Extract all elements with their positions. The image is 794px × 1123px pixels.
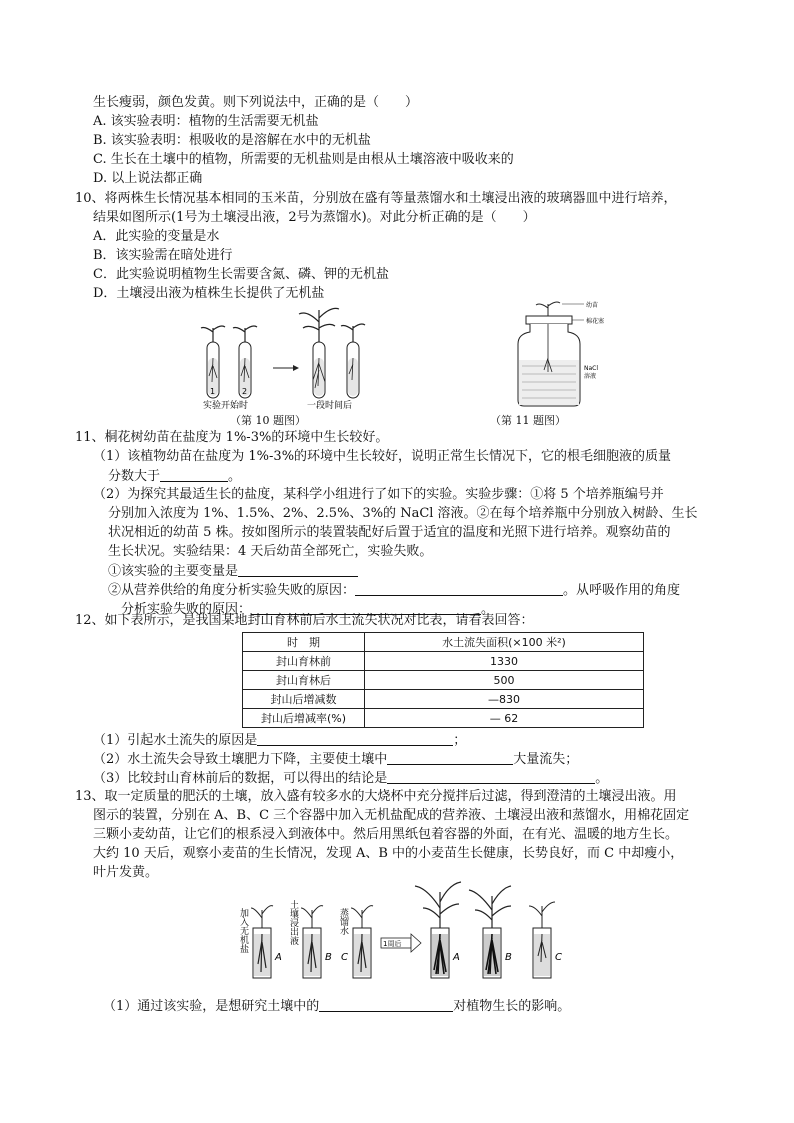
table-row: [243, 652, 644, 671]
container-c-after: [529, 902, 562, 978]
q12-stem: 12、如下表所示，是我国某地封山育林前后水土流失状况对比表，请看表回答：: [75, 613, 534, 628]
q11-sub1: ①该实验的主要变量是: [108, 562, 358, 581]
table-cell: 封山育林前: [243, 652, 365, 671]
answer-blank[interactable]: [257, 731, 453, 746]
table-cell: 封山后增减率(%): [243, 709, 365, 728]
q9-option-c: C. 生长在土壤中的植物，所需要的无机盐则是由根从土壤溶液中吸收来的: [93, 152, 514, 167]
table-cell: 1330: [365, 652, 644, 671]
q12-answer3: （3）比较封山育林前后的数据，可以得出的结论是 。: [93, 771, 609, 786]
svg-text:B: B: [325, 952, 332, 963]
q10-option-c: C．此实验说明植物生长需要含氮、磷、钾的无机盐: [93, 267, 389, 282]
q11-part2-line1: （2）为探究其最适生长的盐度，某科学小组进行了如下的实验。实验步骤：①将 5 个培养瓶编号并: [93, 487, 664, 502]
table-header-row: [243, 633, 644, 652]
fig13-label-c: 蒸馏水: [338, 908, 348, 935]
q10-option-b: B．该实验需在暗处进行: [93, 248, 233, 263]
fig10-start-label: 实验开始时: [203, 401, 249, 411]
fig13-label-a: 加入无机盐: [238, 908, 248, 953]
svg-text:2: 2: [242, 387, 248, 396]
fig11-label-solution: 溶液: [584, 373, 597, 380]
svg-text:C: C: [341, 952, 348, 963]
figure-11: [500, 298, 630, 410]
q11-part2-line3: 状况相近的幼苗 5 株。按如图所示的装置装配好后置于适宜的温度和光照下进行培养。观察幼苗的: [108, 525, 671, 540]
table-header: 时 期: [243, 633, 365, 652]
container-b-before: [301, 906, 332, 978]
q10-option-d: D．土壤浸出液为植株生长提供了无机盐: [93, 286, 325, 301]
q12-answer1: （1）引起水土流失的原因是 ；: [93, 733, 467, 748]
table-cell: 封山后增减数: [243, 690, 365, 709]
svg-text:1: 1: [210, 387, 216, 396]
fig11-label-cotton: 棉花塞: [586, 318, 605, 325]
tube-1-start: [201, 326, 225, 398]
fig11-caption: （第 11 题图）: [490, 414, 566, 427]
table-cell: — 62: [365, 709, 644, 728]
q9-option-d: D. 以上说法都正确: [93, 171, 203, 186]
container-a-before: [251, 906, 282, 978]
tube-2-start: [233, 326, 257, 398]
figure-13: [235, 878, 575, 984]
table-row: [243, 690, 644, 709]
svg-text:A: A: [275, 952, 282, 963]
q13-answer1: （1）通过该实验，是想研究土壤中的 对植物生长的影响。: [103, 999, 571, 1014]
fig10-caption: （第 10 题图）: [230, 414, 306, 427]
q10-stem-line1: 10、将两株生长情况基本相同的玉米苗，分别放在盛有等量蒸馏水和土壤浸出液的玻璃器皿中进行培养，: [75, 191, 677, 206]
q11-sub3: 分析实验失败的原因： 。: [121, 602, 495, 617]
q11-sub2: ②从营养供给的角度分析实验失败的原因： 。从呼吸作用的角度: [108, 583, 681, 598]
table-row: [243, 671, 644, 690]
fig11-label-seedling: 幼苗: [586, 302, 599, 309]
answer-blank[interactable]: [387, 750, 513, 765]
q12-answer2: （2）水土流失会导致土壤肥力下降，主要使土壤中 大量流失；: [93, 752, 579, 767]
q9-option-b: B. 该实验表明：根吸收的是溶解在水中的无机盐: [93, 133, 371, 148]
fig11-label-nacl: NaCl: [584, 365, 599, 372]
answer-blank[interactable]: [355, 581, 563, 596]
tube-2-after: [341, 324, 365, 398]
tube-1-after: [299, 308, 339, 398]
table-cell: 封山育林后: [243, 671, 365, 690]
q9-option-a: A. 该实验表明：植物的生活需要无机盐: [93, 114, 319, 129]
table-header: 水土流失面积(×100 米²): [365, 633, 644, 652]
answer-blank[interactable]: [160, 467, 228, 482]
answer-blank[interactable]: [319, 997, 453, 1012]
svg-text:1周后: 1周后: [383, 940, 402, 948]
q11-part2-line4: 生长状况。实验结果：4 天后幼苗全部死亡，实验失败。: [108, 544, 433, 559]
q11-part1-line1: （1）该植物幼苗在盐度为 1%-3%的环境中生长较好，说明正常生长情况下，它的根毛细胞液的质量: [93, 449, 672, 464]
q11-stem: 11、桐花树幼苗在盐度为 1%-3%的环境中生长较好。: [75, 430, 389, 445]
q10-option-a: A．此实验的变量是水: [93, 229, 220, 244]
q13-stem-line4: 大约 10 天后，观察小麦苗的生长情况，发现 A、B 中的小麦苗生长健康，长势良好，而 C 中却瘦小，: [93, 846, 684, 861]
svg-text:B: B: [505, 952, 512, 963]
erosion-table: [242, 632, 644, 728]
q10-stem-line2: 结果如图所示(1号为土壤浸出液，2号为蒸馏水)。对此分析正确的是（ ）: [93, 210, 536, 225]
table-cell: —830: [365, 690, 644, 709]
q9-line: 生长瘦弱，颜色发黄。则下列说法中，正确的是（ ）: [93, 95, 419, 110]
container-a-after: [415, 882, 461, 978]
container-b-after: [469, 886, 512, 978]
answer-blank[interactable]: [387, 769, 595, 784]
arrow-icon: [381, 934, 421, 952]
arrow-icon: [273, 365, 299, 371]
q13-stem-line1: 13、取一定质量的肥沃的土壤，放入盛有较多水的大烧杯中充分搅拌后过滤，得到澄清的土壤浸出液。用: [75, 789, 677, 804]
q13-stem-line3: 三颗小麦幼苗，让它们的根系浸入到液体中。然后用黑纸包着容器的外面，在有光、温暖的地方生长。: [93, 827, 679, 842]
table-row: [243, 709, 644, 728]
fig10-after-label: 一段时间后: [307, 401, 353, 411]
table-cell: 500: [365, 671, 644, 690]
q13-stem-line2: 图示的装置，分别在 A、B、C 三个容器中加入无机盐配成的营养液、土壤浸出液和蒸馏水，用棉花固定: [93, 808, 690, 823]
svg-text:C: C: [555, 952, 562, 963]
q11-part1-line2: 分数大于 。: [108, 469, 242, 484]
svg-text:A: A: [453, 952, 460, 963]
q13-stem-line5: 叶片发黄。: [93, 865, 159, 880]
answer-blank[interactable]: [238, 562, 358, 577]
fig13-label-b: 土壤浸出液: [288, 900, 298, 945]
q11-part2-line2: 分别加入浓度为 1%、1.5%、2%、2.5%、3%的 NaCl 溶液。②在每个培养瓶中分别放入树龄、生长: [108, 506, 698, 521]
figure-10: [195, 300, 385, 415]
